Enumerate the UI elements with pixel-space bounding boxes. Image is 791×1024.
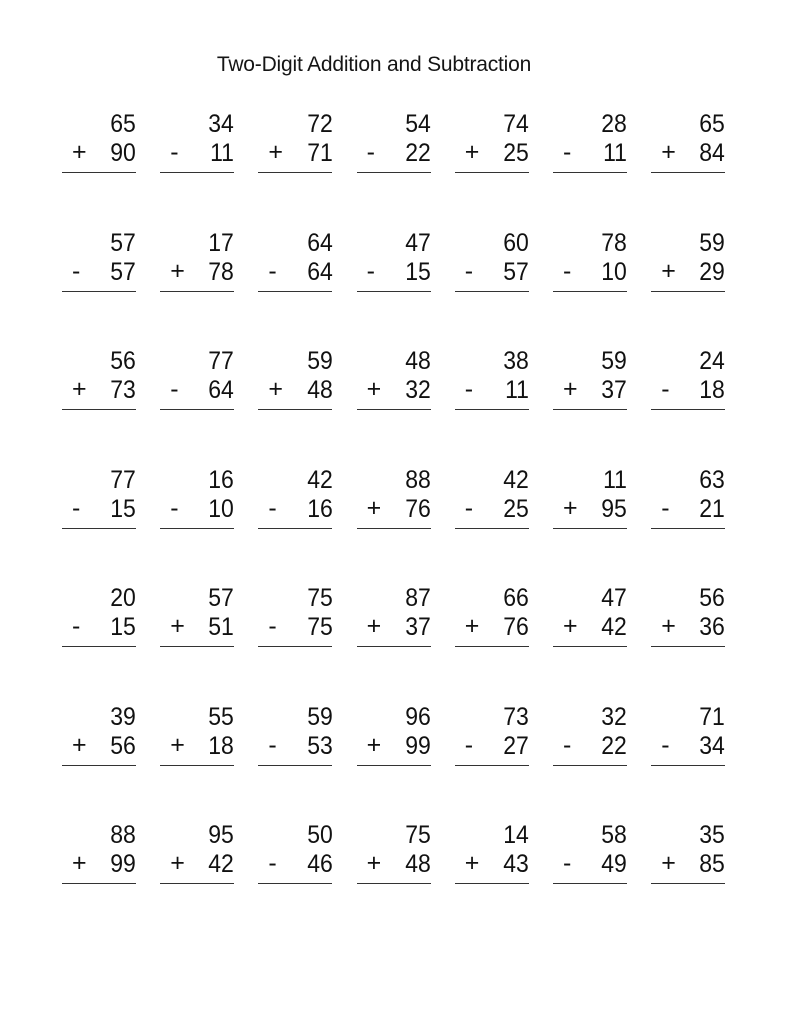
top-operand: 77 bbox=[208, 347, 235, 375]
bottom-operand: 64 bbox=[306, 257, 333, 286]
top-operand: 58 bbox=[601, 821, 627, 849]
top-operand: 75 bbox=[405, 821, 431, 849]
bottom-operand: 73 bbox=[110, 376, 136, 404]
answer-line bbox=[357, 291, 431, 292]
bottom-operand: 16 bbox=[306, 494, 333, 523]
operator-sign: + bbox=[170, 256, 185, 285]
math-problem-r6-c5 bbox=[455, 702, 529, 767]
operator-sign: + bbox=[366, 375, 382, 403]
math-problem-r3-c1 bbox=[62, 349, 136, 411]
answer-line bbox=[553, 765, 627, 766]
math-problem-r5-c3 bbox=[258, 586, 332, 648]
bottom-operand: 76 bbox=[503, 613, 529, 641]
top-operand: 71 bbox=[699, 702, 726, 731]
top-operand: 66 bbox=[503, 584, 529, 612]
bottom-operand: 42 bbox=[208, 850, 235, 878]
operator-sign: + bbox=[464, 849, 480, 877]
bottom-operand: 21 bbox=[699, 494, 726, 523]
answer-line bbox=[160, 409, 234, 410]
bottom-operand: 57 bbox=[503, 257, 529, 286]
bottom-operand: 32 bbox=[405, 376, 431, 404]
worksheet-title: Two-Digit Addition and Subtraction bbox=[216, 53, 532, 76]
top-operand: 24 bbox=[699, 347, 726, 375]
answer-line bbox=[258, 883, 332, 884]
bottom-operand: 15 bbox=[405, 257, 431, 286]
top-operand: 16 bbox=[208, 465, 235, 494]
bottom-operand: 46 bbox=[306, 850, 333, 878]
math-problem-r3-c4 bbox=[357, 349, 431, 411]
top-operand: 88 bbox=[405, 465, 431, 494]
bottom-operand: 34 bbox=[699, 731, 726, 760]
operator-sign: + bbox=[464, 612, 480, 640]
top-operand: 28 bbox=[601, 110, 627, 138]
bottom-operand: 76 bbox=[405, 494, 431, 523]
top-operand: 63 bbox=[699, 465, 726, 494]
answer-line bbox=[553, 409, 627, 410]
operator-sign: + bbox=[268, 375, 283, 403]
bottom-operand: 71 bbox=[306, 139, 333, 167]
operator-sign: - bbox=[268, 612, 277, 640]
top-operand: 47 bbox=[601, 584, 627, 612]
top-operand: 20 bbox=[110, 584, 136, 612]
bottom-operand: 78 bbox=[208, 257, 235, 286]
answer-line bbox=[160, 172, 234, 173]
bottom-operand: 15 bbox=[110, 613, 136, 641]
bottom-operand: 99 bbox=[405, 731, 431, 760]
operator-sign: + bbox=[563, 375, 578, 403]
math-problem-r1-c1 bbox=[62, 112, 136, 174]
math-problem-r4-c6 bbox=[553, 465, 627, 530]
answer-line bbox=[455, 528, 529, 529]
math-problem-r6-c1 bbox=[62, 702, 136, 767]
math-problem-r3-c5 bbox=[455, 349, 529, 411]
answer-line bbox=[553, 172, 627, 173]
bottom-operand: 29 bbox=[699, 257, 726, 286]
operator-sign: - bbox=[366, 256, 375, 285]
math-problem-r2-c1 bbox=[62, 228, 136, 293]
operator-sign: - bbox=[268, 849, 277, 877]
math-problem-r6-c2 bbox=[160, 702, 235, 767]
operator-sign: - bbox=[268, 730, 277, 759]
operator-sign: - bbox=[563, 138, 572, 166]
math-problem-r7-c3 bbox=[258, 823, 332, 885]
answer-line bbox=[651, 409, 725, 410]
operator-sign: + bbox=[170, 730, 185, 759]
math-problem-r7-c6 bbox=[553, 823, 627, 885]
math-problem-r6-c4 bbox=[357, 702, 431, 767]
operator-sign: - bbox=[72, 612, 81, 640]
top-operand: 39 bbox=[110, 702, 136, 731]
bottom-operand: 64 bbox=[208, 376, 235, 404]
operator-sign: - bbox=[563, 256, 572, 285]
answer-line bbox=[160, 291, 234, 292]
math-problem-r2-c5 bbox=[455, 228, 529, 293]
bottom-operand: 84 bbox=[699, 139, 726, 167]
answer-line bbox=[455, 765, 529, 766]
answer-line bbox=[553, 291, 627, 292]
answer-line bbox=[651, 291, 725, 292]
top-operand: 14 bbox=[503, 821, 529, 849]
answer-line bbox=[357, 528, 431, 529]
top-operand: 59 bbox=[601, 347, 627, 375]
top-operand: 75 bbox=[306, 584, 333, 612]
math-problem-r3-c2 bbox=[160, 349, 234, 411]
operator-sign: + bbox=[72, 849, 87, 877]
answer-line bbox=[258, 172, 332, 173]
math-problem-r3-c3 bbox=[258, 349, 332, 411]
operator-sign: - bbox=[268, 256, 277, 285]
operator-sign: - bbox=[170, 138, 179, 166]
answer-line bbox=[455, 291, 529, 292]
answer-line bbox=[357, 765, 431, 766]
top-operand: 96 bbox=[405, 702, 431, 731]
math-problem-r2-c7 bbox=[651, 228, 726, 293]
answer-line bbox=[62, 883, 136, 884]
bottom-operand: 49 bbox=[601, 850, 627, 878]
top-operand: 59 bbox=[699, 228, 726, 257]
bottom-operand: 53 bbox=[306, 731, 333, 760]
bottom-operand: 25 bbox=[503, 494, 529, 523]
operator-sign: - bbox=[464, 256, 474, 285]
answer-line bbox=[62, 528, 136, 529]
math-problem-r1-c2 bbox=[160, 112, 234, 174]
math-problem-r4-c4 bbox=[357, 465, 431, 530]
operator-sign: + bbox=[661, 849, 676, 877]
answer-line bbox=[455, 172, 529, 173]
math-problem-r1-c4 bbox=[357, 112, 431, 174]
operator-sign: + bbox=[170, 849, 185, 877]
top-operand: 72 bbox=[306, 110, 333, 138]
answer-line bbox=[258, 291, 332, 292]
math-problem-r5-c2 bbox=[160, 586, 234, 648]
answer-line bbox=[258, 646, 332, 647]
operator-sign: + bbox=[661, 612, 676, 640]
top-operand: 17 bbox=[208, 228, 235, 257]
bottom-operand: 85 bbox=[699, 850, 726, 878]
bottom-operand: 27 bbox=[503, 731, 529, 760]
math-problem-r7-c4 bbox=[357, 823, 431, 885]
math-problem-r7-c7 bbox=[651, 823, 725, 885]
math-problem-r2-c2 bbox=[160, 228, 235, 293]
math-problem-r1-c5 bbox=[455, 112, 529, 174]
answer-line bbox=[357, 646, 431, 647]
operator-sign: + bbox=[366, 612, 382, 640]
math-problem-r6-c3 bbox=[258, 702, 333, 767]
math-problem-r2-c6 bbox=[553, 228, 627, 293]
top-operand: 34 bbox=[208, 110, 235, 138]
top-operand: 56 bbox=[110, 347, 136, 375]
math-problem-r2-c4 bbox=[357, 228, 431, 293]
top-operand: 35 bbox=[699, 821, 726, 849]
bottom-operand: 25 bbox=[503, 139, 529, 167]
top-operand: 87 bbox=[405, 584, 431, 612]
operator-sign: - bbox=[72, 493, 81, 522]
bottom-operand: 51 bbox=[208, 613, 235, 641]
math-problem-r6-c7 bbox=[651, 702, 726, 767]
operator-sign: + bbox=[563, 493, 578, 522]
answer-line bbox=[651, 883, 725, 884]
operator-sign: + bbox=[72, 375, 87, 403]
top-operand: 65 bbox=[699, 110, 726, 138]
math-problem-r6-c6 bbox=[553, 702, 627, 767]
math-problem-r7-c5 bbox=[455, 823, 529, 885]
answer-line bbox=[258, 765, 332, 766]
bottom-operand: 56 bbox=[110, 731, 136, 760]
answer-line bbox=[160, 883, 234, 884]
operator-sign: - bbox=[170, 493, 179, 522]
math-problem-r4-c5 bbox=[455, 465, 529, 530]
top-operand: 73 bbox=[503, 702, 529, 731]
answer-line bbox=[455, 409, 529, 410]
operator-sign: - bbox=[661, 730, 670, 759]
answer-line bbox=[62, 172, 136, 173]
operator-sign: - bbox=[464, 730, 474, 759]
math-problem-r5-c4 bbox=[357, 586, 431, 648]
answer-line bbox=[62, 765, 136, 766]
bottom-operand: 48 bbox=[306, 376, 333, 404]
bottom-operand: 99 bbox=[110, 850, 136, 878]
operator-sign: + bbox=[366, 849, 382, 877]
bottom-operand: 37 bbox=[601, 376, 627, 404]
math-problem-r4-c3 bbox=[258, 465, 333, 530]
top-operand: 56 bbox=[699, 584, 726, 612]
bottom-operand: 36 bbox=[699, 613, 726, 641]
top-operand: 77 bbox=[110, 465, 136, 494]
top-operand: 50 bbox=[306, 821, 333, 849]
top-operand: 78 bbox=[601, 228, 627, 257]
top-operand: 57 bbox=[110, 228, 136, 257]
top-operand: 74 bbox=[503, 110, 529, 138]
bottom-operand: 11 bbox=[603, 139, 627, 167]
math-problem-r5-c1 bbox=[62, 586, 136, 648]
top-operand: 59 bbox=[306, 702, 333, 731]
top-operand: 88 bbox=[110, 821, 136, 849]
bottom-operand: 42 bbox=[601, 613, 627, 641]
math-problem-r2-c3 bbox=[258, 228, 333, 293]
operator-sign: + bbox=[661, 138, 676, 166]
operator-sign: + bbox=[464, 138, 480, 166]
top-operand: 95 bbox=[208, 821, 235, 849]
operator-sign: + bbox=[563, 612, 578, 640]
top-operand: 59 bbox=[306, 347, 333, 375]
math-problem-r1-c3 bbox=[258, 112, 332, 174]
math-problem-r1-c6 bbox=[553, 112, 627, 174]
top-operand: 11 bbox=[603, 465, 627, 494]
top-operand: 54 bbox=[405, 110, 431, 138]
answer-line bbox=[258, 409, 332, 410]
bottom-operand: 11 bbox=[210, 139, 235, 167]
answer-line bbox=[160, 765, 234, 766]
top-operand: 42 bbox=[306, 465, 333, 494]
answer-line bbox=[651, 528, 725, 529]
bottom-operand: 18 bbox=[208, 731, 235, 760]
top-operand: 55 bbox=[208, 702, 235, 731]
bottom-operand: 22 bbox=[601, 731, 627, 760]
math-problem-r7-c1 bbox=[62, 823, 136, 885]
answer-line bbox=[553, 646, 627, 647]
operator-sign: + bbox=[366, 730, 382, 759]
operator-sign: - bbox=[464, 493, 474, 522]
operator-sign: - bbox=[464, 375, 474, 403]
bottom-operand: 22 bbox=[405, 139, 431, 167]
answer-line bbox=[258, 528, 332, 529]
top-operand: 32 bbox=[601, 702, 627, 731]
bottom-operand: 48 bbox=[405, 850, 431, 878]
top-operand: 42 bbox=[503, 465, 529, 494]
operator-sign: + bbox=[170, 612, 185, 640]
math-problem-r3-c6 bbox=[553, 349, 627, 411]
bottom-operand: 75 bbox=[306, 613, 333, 641]
top-operand: 60 bbox=[503, 228, 529, 257]
top-operand: 38 bbox=[503, 347, 529, 375]
answer-line bbox=[62, 291, 136, 292]
answer-line bbox=[357, 883, 431, 884]
operator-sign: - bbox=[366, 138, 375, 166]
bottom-operand: 18 bbox=[699, 376, 726, 404]
top-operand: 47 bbox=[405, 228, 431, 257]
math-problem-r4-c1 bbox=[62, 465, 136, 530]
answer-line bbox=[62, 409, 136, 410]
operator-sign: - bbox=[170, 375, 179, 403]
math-problem-r7-c2 bbox=[160, 823, 234, 885]
bottom-operand: 15 bbox=[110, 494, 136, 523]
answer-line bbox=[651, 646, 725, 647]
top-operand: 57 bbox=[208, 584, 235, 612]
operator-sign: + bbox=[268, 138, 283, 166]
operator-sign: + bbox=[72, 138, 87, 166]
bottom-operand: 95 bbox=[601, 494, 627, 523]
answer-line bbox=[651, 172, 725, 173]
answer-line bbox=[160, 528, 234, 529]
operator-sign: + bbox=[72, 730, 87, 759]
operator-sign: + bbox=[661, 256, 676, 285]
math-problem-r3-c7 bbox=[651, 349, 725, 411]
answer-line bbox=[455, 646, 529, 647]
top-operand: 64 bbox=[306, 228, 333, 257]
math-problem-r5-c5 bbox=[455, 586, 529, 648]
answer-line bbox=[160, 646, 234, 647]
bottom-operand: 43 bbox=[503, 850, 529, 878]
math-problem-r4-c2 bbox=[160, 465, 235, 530]
operator-sign: - bbox=[661, 375, 670, 403]
top-operand: 48 bbox=[405, 347, 431, 375]
operator-sign: - bbox=[72, 256, 81, 285]
bottom-operand: 37 bbox=[405, 613, 431, 641]
answer-line bbox=[357, 172, 431, 173]
answer-line bbox=[62, 646, 136, 647]
bottom-operand: 11 bbox=[504, 376, 529, 404]
answer-line bbox=[455, 883, 529, 884]
bottom-operand: 90 bbox=[110, 139, 136, 167]
operator-sign: - bbox=[268, 493, 277, 522]
bottom-operand: 10 bbox=[208, 494, 235, 523]
bottom-operand: 57 bbox=[110, 257, 136, 286]
answer-line bbox=[357, 409, 431, 410]
operator-sign: - bbox=[563, 730, 572, 759]
operator-sign: - bbox=[563, 849, 572, 877]
answer-line bbox=[553, 528, 627, 529]
math-problem-r4-c7 bbox=[651, 465, 726, 530]
answer-line bbox=[651, 765, 725, 766]
math-problem-r1-c7 bbox=[651, 112, 725, 174]
answer-line bbox=[553, 883, 627, 884]
operator-sign: - bbox=[661, 493, 670, 522]
math-problem-r5-c7 bbox=[651, 586, 725, 648]
operator-sign: + bbox=[366, 493, 382, 522]
top-operand: 65 bbox=[110, 110, 136, 138]
bottom-operand: 10 bbox=[601, 257, 627, 286]
math-problem-r5-c6 bbox=[553, 586, 627, 648]
